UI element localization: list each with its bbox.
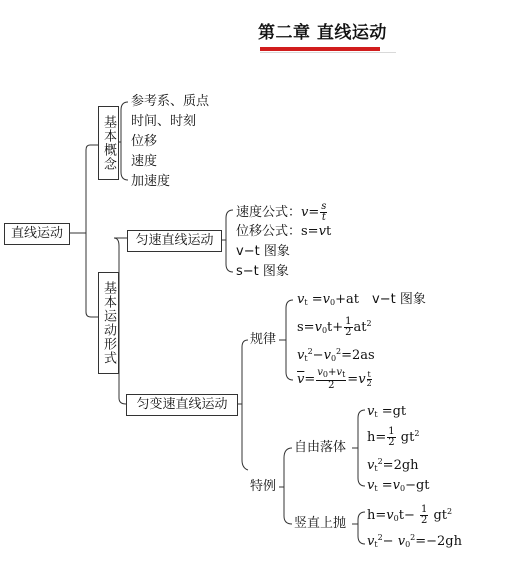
concept-item: 速度 xyxy=(131,154,158,169)
accelerated-motion-box: 匀变速直线运动 xyxy=(126,394,238,416)
law-velocity-formula: $v_t =v_0+at$ xyxy=(297,292,359,307)
free-fall-combined-formula: $v_t =v_0-gt$ xyxy=(367,478,430,493)
laws-label: 规律 xyxy=(250,332,277,347)
vertical-throw-height-formula: $h=v_0t-$ $\frac{1}{2}$ $gt^2$ xyxy=(367,504,453,526)
special-cases-label: 特例 xyxy=(250,479,277,494)
uniform-vt-graph: v−t 图象 xyxy=(236,244,290,259)
accel-vt-graph: v−t 图象 xyxy=(372,292,426,307)
concept-item: 时间、时刻 xyxy=(131,114,197,129)
law-velocity-squared-formula: $v_t^2-v_0^2=2as$ xyxy=(297,347,375,363)
uniform-speed-formula: 速度公式：v= $\frac{s}{t}$ xyxy=(236,201,327,223)
free-fall-label: 自由落体 xyxy=(294,440,347,455)
vertical-throw-label: 竖直上抛 xyxy=(294,516,347,531)
free-fall-velocity-squared-formula: $v_t^2=2gh$ xyxy=(367,457,419,473)
root-node: 直线运动 xyxy=(4,223,70,245)
displacement-formula-label: 位移公式： xyxy=(236,224,302,239)
page-title: 第二章 直线运动 xyxy=(258,23,387,43)
concept-item: 位移 xyxy=(131,134,158,149)
uniform-motion-box: 匀速直线运动 xyxy=(127,230,222,252)
law-average-velocity-formula: $\overline{v}=$ $\frac{v_0+v_t}{2}$ =v $\frac{t}{2}$ xyxy=(297,367,372,391)
uniform-displacement-formula: 位移公式：s=vt xyxy=(236,224,332,239)
speed-formula-label: 速度公式： xyxy=(236,205,302,220)
free-fall-height-formula: h= $\frac{1}{2}$ $gt^2$ xyxy=(367,426,420,448)
concept-item: 加速度 xyxy=(131,174,171,189)
concept-item: 参考系、质点 xyxy=(131,94,210,109)
law-displacement-formula: $s=v_0t+$ $\frac{1}{2}$ $at^2$ xyxy=(297,316,372,338)
free-fall-velocity-formula: $v_t =gt$ xyxy=(367,404,407,419)
basic-concepts-box: 基本概念 xyxy=(98,106,119,180)
vertical-throw-velocity-formula: $v_t^2- v_0^2=-2gh$ xyxy=(367,533,463,549)
uniform-st-graph: s−t 图象 xyxy=(236,264,289,279)
motion-forms-box: 基本运动形式 xyxy=(98,272,119,374)
